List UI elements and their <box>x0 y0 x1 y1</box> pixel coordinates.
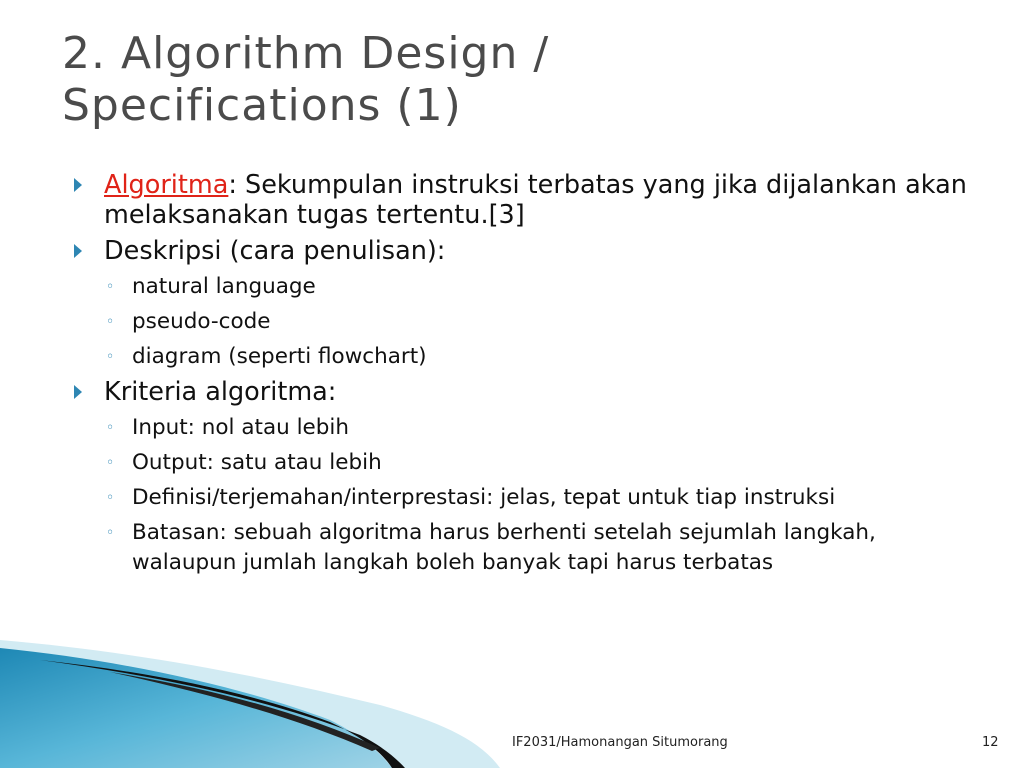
circle-bullet-icon: ◦ <box>106 314 115 330</box>
triangle-bullet-icon <box>74 178 82 192</box>
circle-bullet-icon: ◦ <box>106 490 115 506</box>
sub-bullet-item <box>74 413 974 443</box>
circle-bullet-icon: ◦ <box>106 525 115 541</box>
slide-title-line-1: 2. Algorithm Design / <box>62 28 550 79</box>
bullet-item-deskripsi <box>74 236 974 266</box>
sub-bullet-item <box>74 448 974 478</box>
sub-bullet-text: Definisi/terjemahan/interprestasi: jelas, tepat untuk tiap instruksi <box>132 485 836 510</box>
bullet-item-algoritma <box>74 170 974 230</box>
bullet-text: Deskripsi (cara penulisan): <box>104 236 446 266</box>
circle-bullet-icon: ◦ <box>106 279 115 295</box>
sub-bullet-item <box>74 342 974 372</box>
slide-body <box>74 170 974 583</box>
slide-title <box>62 28 962 132</box>
sub-bullet-item <box>74 483 974 513</box>
footer-author: IF2031/Hamonangan Situmorang <box>512 735 728 750</box>
sub-bullet-text: Input: nol atau lebih <box>132 415 350 440</box>
sub-bullet-text: Output: satu atau lebih <box>132 450 382 475</box>
sub-bullet-text: natural language <box>132 274 316 299</box>
algoritma-definition-text: : Sekumpulan instruksi terbatas yang jika dijalankan akan melaksanakan tugas tertentu.[3] <box>104 170 967 230</box>
bullet-item-kriteria <box>74 377 974 407</box>
triangle-bullet-icon <box>74 385 82 399</box>
sub-bullet-text: diagram (seperti flowchart) <box>132 344 427 369</box>
slide-title-line-2: Specifications (1) <box>62 80 462 131</box>
algoritma-link[interactable]: Algoritma <box>104 170 229 200</box>
sub-bullet-text: Batasan: sebuah algoritma harus berhenti setelah sejumlah langkah, walaupun jumlah langkah boleh banyak tapi harus terbatas <box>132 520 876 575</box>
circle-bullet-icon: ◦ <box>106 349 115 365</box>
sub-bullet-text: pseudo-code <box>132 309 271 334</box>
sub-bullet-item <box>74 272 974 302</box>
triangle-bullet-icon <box>74 244 82 258</box>
sub-bullet-item <box>74 518 974 578</box>
sub-bullet-item <box>74 307 974 337</box>
circle-bullet-icon: ◦ <box>106 455 115 471</box>
page-number: 12 <box>982 735 999 750</box>
circle-bullet-icon: ◦ <box>106 420 115 436</box>
bullet-text: Kriteria algoritma: <box>104 377 337 407</box>
